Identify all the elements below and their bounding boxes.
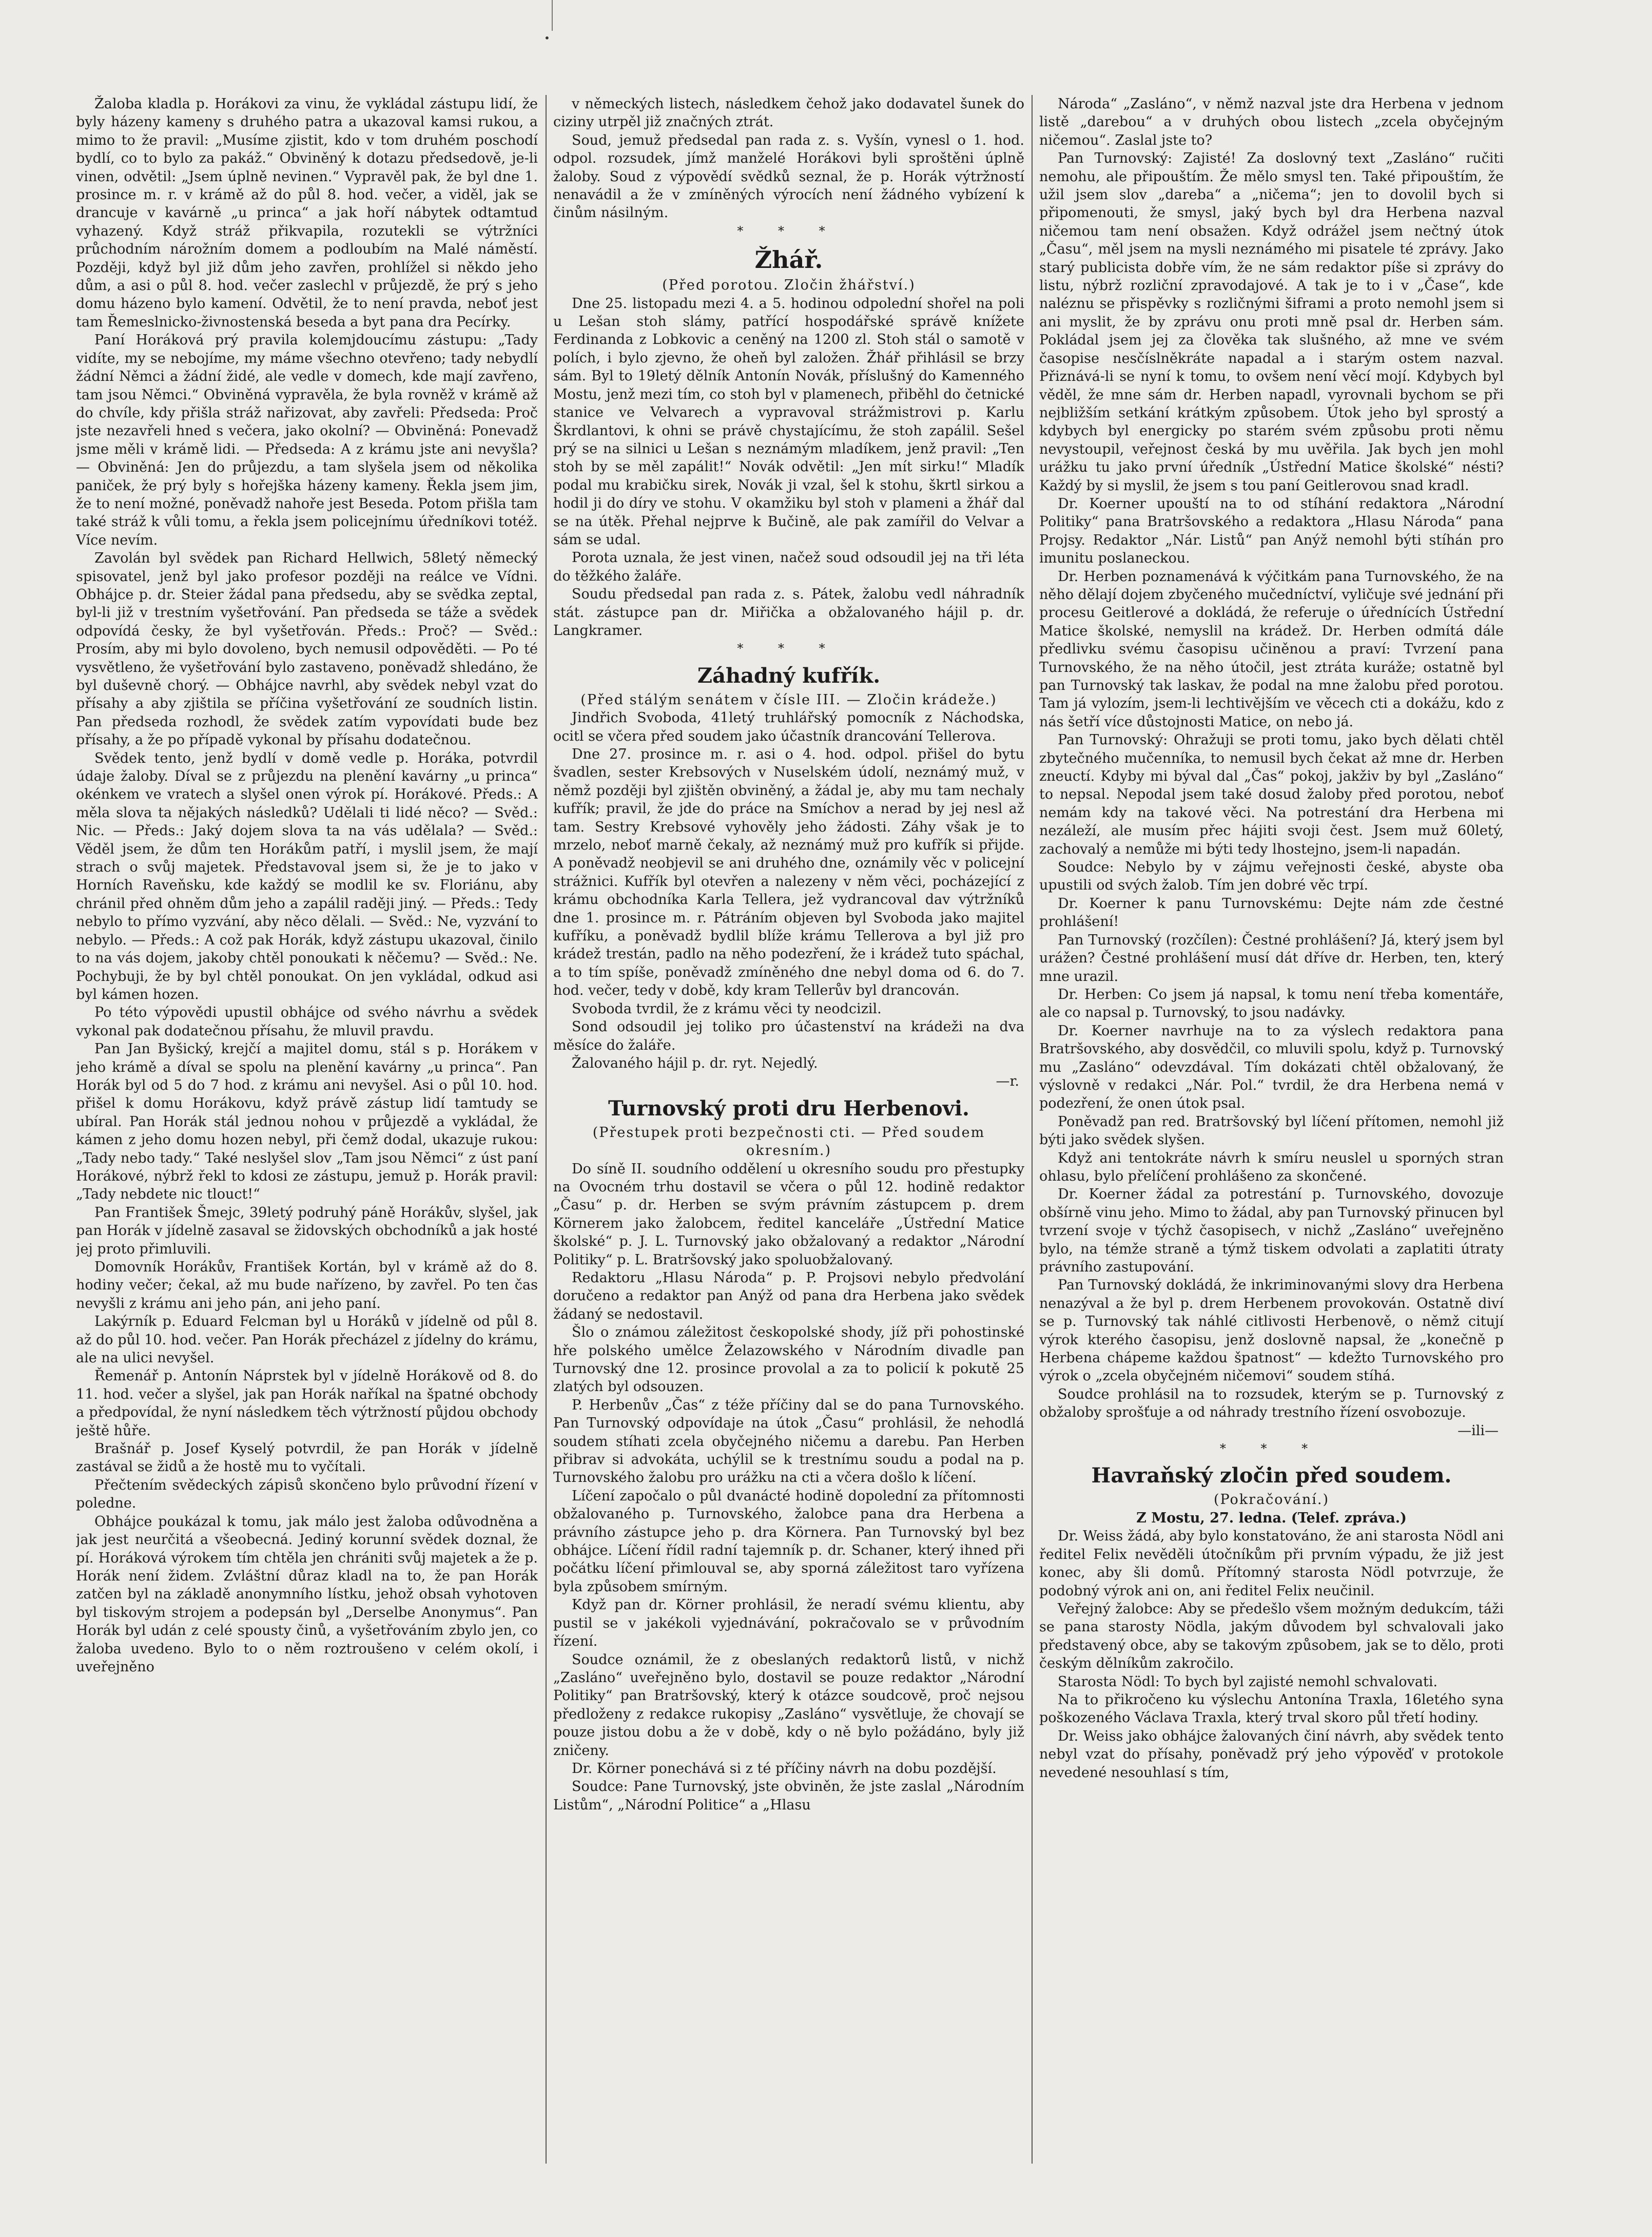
paragraph: Do síně II. soudního oddělení u okresního soudu pro přestupky na Ovocném trhu dostavil se včera o půl 12. hodině redaktor „Času“ p. dr. Herben se svým právním zástupcem p. drem Körnerem jako žalobcem, ředitel kanceláře „Ústřední Matice školské“ p. J. L. Turnovský jako obžalovaný a redaktor „Národní Politiky“ p. L. Bratršovský jako spoluobžalovaný. bbox=[553, 1161, 1024, 1268]
column-1 bbox=[76, 95, 538, 2164]
paragraph: Dr. Koerner navrhuje na to za výslech redaktora pana Bratršovského, aby dosvědčil, co mluvili spolu, když p. Turnovský mu „Zasláno“ odevzdával. Tím dokázati chtěl obžalovaný, že výslovně v redakci „Nár. Pol.“ tvrdil, že dra Herbena nemá v podezření, že onen útok psal. bbox=[1039, 1023, 1504, 1112]
article-title: Záhadný kufřík. bbox=[697, 663, 881, 688]
paragraph: Pan Turnovský dokládá, že inkriminovanými slovy dra Herbena nenazýval a že byl p. drem Herbenem provokován. Ostatně diví se p. Turnovský tak náhlé citlivosti Herbenově, o němž citují výrok kterého časopisu, jenž doslovně napsal, že „konečně p Herbena chápeme každou špatnost“ — kdežto Turnovského pro výrok o „zcela obyčejném ničemovi“ soudem stíhá. bbox=[1039, 1277, 1504, 1384]
section-separator: * * * bbox=[737, 223, 841, 238]
paragraph: Dne 27. prosince m. r. asi o 4. hod. odpol. přišel do bytu švadlen, sester Krebsových v Nuselském údolí, neznámý muž, v němž později byl zjištěn obviněný, a žádal je, aby mu tam nechaly kufřík; pravil, že jde do práce na Smíchov a nerad by jej nesl až tam. Sestry Krebsové vyhověly jeho žádosti. Záhy však je to mrzelo, neboť marně čekaly, až neznámý muž pro kufřík si přijde. A poněvadž neobjevil se ani druhého dne, oznámily věc v policejní strážnici. Kufřík byl otevřen a nalezeny v něm věci, pocházející z krámu obchodníka Karla Tellera, jež vydrancoval dav výtržníků dne 1. prosince m. r. Pátráním objeven byl Svoboda jako majitel kufříku, a poněvadž bydlil blíže krámu Tellerova a byl již pro krádež trestán, padlo na něho podezření, že i krádež tuto spáchal, a to tím spíše, poněvadž zmíněného dne nebyl doma od 6. do 7. hod. večer, tedy v době, kdy kram Tellerův byl drancován. bbox=[553, 746, 1024, 999]
article-subtitle: (Před stálým senátem v čísle III. — Zločin krádeže.) bbox=[580, 691, 997, 708]
paragraph: Brašnář p. Josef Kyselý potvrdil, že pan Horák v jídelně zastával se židů a že hostě mu to vyčítali. bbox=[76, 1441, 538, 1475]
dateline: Z Mostu, 27. ledna. (Telef. zpráva.) bbox=[1136, 1510, 1407, 1526]
paragraph: Na to přikročeno ku výslechu Antonína Traxla, 16letého syna poškozeného Václava Traxla, který trval skoro půl třetí hodiny. bbox=[1039, 1691, 1504, 1726]
paragraph: Svoboda tvrdil, že z krámu věci ty neodcizil. bbox=[572, 1000, 882, 1017]
paragraph: Dr. Koerner upouští na to od stíhání redaktora „Národní Politiky“ pana Bratršovského a redaktora „Hlasu Národa“ pana Projsy. Redaktor „Nár. Listů“ pan Anýž nemohl býti stíhán pro imunitu poslaneckou. bbox=[1039, 495, 1504, 567]
article-subtitle: (Pokračování.) bbox=[1213, 1492, 1330, 1508]
paragraph: Dr. Koerner k panu Turnovskému: Dejte nám zde čestné prohlášení! bbox=[1039, 895, 1504, 930]
paragraph: Dr. Herben: Co jsem já napsal, k tomu není třeba komentáře, ale co napsal p. Turnovský, to jsou nadávky. bbox=[1039, 986, 1504, 1021]
paragraph: Žaloba kladla p. Horákovi za vinu, že vykládal zástupu lidí, že byly házeny kameny s druhého patra a ukazoval kamsi rukou, a mimo to že pravil: „Musíme zjistit, kdo v tom druhém poschodí bydlí, co to bylo za pakáž.“ Obviněný k dotazu předsedově, je-li vinen, odvětil: „Jsem úplně nevinen.“ Vypravěl pak, že byl dne 1. prosince m. r. v krámě až do půl 8. hod. večer, a viděl, jak se drancuje v kavárně „u princa“ a jak hoří nábytek odtamtud vyhazený. Když stráž přikvapila, rozutekli se výtržníci průchodním nárožním domem a podloubím na Malé náměstí. Později, když byl již dům jeho zavřen, prohlížel si někdo jeho dům, a asi o půl 8. hod. večer zaslechl v průjezdě, že prý s jeho domu házeno bylo kamení. Odvětil, že to není pravda, neboť jest tam Řemeslnicko-živnostenská beseda a byt pana dra Pecírky. bbox=[76, 96, 538, 330]
article-subtitle: (Přestupek proti bezpečnosti cti. — Před soudem okresním.) bbox=[592, 1124, 985, 1159]
paragraph: Dr. Koerner žádal za potrestání p. Turnovského, dovozuje obšírně vinu jeho. Mimo to žádal, aby pan Turnovský přinucen byl tvrzení svoje v týchž časopisech, v nichž „Zasláno“ uveřejněno bylo, na témže straně a týmž tiskem odvolati a zaplatiti útraty právního zastupování. bbox=[1039, 1186, 1504, 1275]
paragraph: Soud, jemuž předsedal pan rada z. s. Vyšín, vynesl o 1. hod. odpol. rozsudek, jímž manželé Horákovi byli sproštěni úplně žaloby. Soud z výpovědí svědků seznal, že p. Horák výtržností nenavádil a že v zmíněných výrocích není žádného vybízení k činům násilným. bbox=[553, 132, 1024, 221]
paragraph: Obhájce poukázal k tomu, jak málo jest žaloba odůvodněna a jak jest neurčitá a všeobecná. Jediný korunní svědek doznal, že pí. Horáková výrokem tím chtěla jen chrániti svůj majetek a že p. Horák není židem. Zvláštní důraz kladl na to, že pan Horák zatčen byl na základě anonymního lístku, jehož obsah vyhotoven byl tiskovým strojem a podepsán byl „Derselbe Anonymus“. Pan Horák byl udán z celé spousty činů, a vyšetřováním zbylo jen, co žaloba uvedeno. Bylo to o něm roztroušeno v celém okolí, i uveřejněno bbox=[76, 1513, 538, 1675]
article-title: Havraňský zločin před soudem. bbox=[1091, 1463, 1452, 1488]
paragraph: P. Herbenův „Čas“ z téže příčiny dal se do pana Turnovského. Pan Turnovský odpovídaje na útok „Času“ prohlásil, že nehodlá soudem stíhati zcela obyčejného ničemu a darebu. Pan Herben přibrav si advokáta, uchýlil se k trestnímu soudu a podal na p. Turnovského žalobu pro urážku na cti a včera došlo k líčení. bbox=[553, 1397, 1024, 1486]
paragraph: Když ani tentokráte návrh k smíru neuslel u sporných stran ohlasu, bylo přelíčení prohlášeno za skončené. bbox=[1039, 1150, 1504, 1184]
paragraph: Sond odsoudil jej toliko pro účastenství na krádeži na dva měsíce do žaláře. bbox=[553, 1019, 1024, 1053]
paragraph: Soudce prohlásil na to rozsudek, kterým se p. Turnovský z obžaloby sprošťuje a od náhrady trestního řízení osvobozuje. bbox=[1039, 1386, 1504, 1421]
section-separator: * * * bbox=[1219, 1441, 1324, 1456]
paragraph: Soudce: Nebylo by v zájmu veřejnosti české, abyste oba upustili od svých žalob. Tím jen dobré věc trpí. bbox=[1039, 859, 1504, 894]
author-signature: —ili— bbox=[1457, 1422, 1499, 1439]
paragraph: Lakýrník p. Eduard Felcman byl u Horáků v jídelně od půl 8. až do půl 10. hod. večer. Pan Horák přecházel z jídelny do krámu, ale na ulici nevyšel. bbox=[76, 1314, 538, 1366]
paragraph: Redaktoru „Hlasu Národa“ p. P. Projsovi nebylo předvolání doručeno a redaktor pan Anýž od pana dra Herbena jako svědek žádaný se nedostavil. bbox=[553, 1269, 1024, 1322]
paragraph: Domovník Horákův, František Kortán, byl v krámě až do 8. hodiny večer; čekal, až mu bude nařízeno, by zavřel. Po ten čas nevyšli z krámu ani jeho pán, ani jeho paní. bbox=[76, 1259, 538, 1312]
paragraph: Pan Turnovský (rozčílen): Čestné prohlášení? Já, který jsem byl urážen? Čestné prohlášení musí dát dříve dr. Herben, ten, který mne urazil. bbox=[1039, 932, 1504, 985]
paragraph: Jindřich Svoboda, 41letý truhlářský pomocník z Náchodska, ocitl se včera před soudem jako účastník drancování Tellerova. bbox=[553, 710, 1024, 744]
paragraph: Po této výpovědi upustil obhájce od svého návrhu a svědek vykonal pak dodatečnou přísahu, že mluvil pravdu. bbox=[76, 1005, 538, 1039]
paragraph: Přečtením svědeckých zápisů skončeno bylo průvodní řízení v poledne. bbox=[76, 1477, 538, 1512]
top-mark: • bbox=[544, 32, 550, 44]
paragraph: Když pan dr. Körner prohlásil, že neradí svému klientu, aby pustil se v jakékoli vyjednávání, pokračovalo se v průvodním řízení. bbox=[553, 1597, 1024, 1650]
paragraph: Dr. Weiss jako obhájce žalovaných činí návrh, aby svědek tento nebyl vzat do přísahy, poněvadž prý jeho výpověď v protokole nevedené nesouhlasí s tím, bbox=[1039, 1728, 1504, 1781]
paragraph: Dr. Herben poznamenává k výčitkám pana Turnovského, že na něho dělají dojem zbyčeného mučedníctví, vyličuje své jednání při procesu Geitlerové a dokládá, že referuje o úřednících Ústřední Matice školské, nemyslil na krádež. Dr. Herben odmítá dále předlivku svému časopisu učiněnou a praví: Tvrzení pana Turnovského, že na něho útočil, jest ztráta kuráže; ostatně byl pan Turnovský tak laskav, že podal na mne žalobu před porotou. Tam já vylozím, jsem-li lechtivějším ve věcech cti a dokážu, kdo z nás šetří více důstojnosti Matice, on nebo já. bbox=[1039, 568, 1504, 730]
paragraph: Paní Horáková prý pravila kolemjdoucímu zástupu: „Tady vidíte, my se nebojíme, my máme všechno otevřeno; tady nebydlí žádní Němci a žádní židé, ale vedle v domech, kde mají zavřeno, tam jsou Němci.“ Obviněná vypravěla, že byla rovněž v krámě až do chvíle, kdy přišla stráž nařizovat, aby zavřeli: Předseda: Proč jste nezavřeli hned s večera, jako okolní? — Obviněná: Ponevadž jsme měli v krámě lidi. — Předseda: A z krámu jste ani nevyšla? — Obviněná: Jen do průjezdu, a tam slyšela jsem od několika paniček, že prý byly s hořejška házeny kameny. Řekla jsem jim, že to není možné, poněvadž nahoře jest Beseda. Potom přišla tam také stráž k vůli tomu, a řekla jsem policejnímu úředníkovi totéž. Více nevím. bbox=[76, 332, 538, 548]
author-signature: —r. bbox=[996, 1073, 1019, 1090]
paragraph: Veřejný žalobce: Aby se předešlo všem možným dedukcím, táži se pana starosty Nödla, jakým důvodem byl schvalovali jako představený obce, aby se takovým způsobem, jak se to dělo, proti českým dělníkům zakročilo. bbox=[1039, 1600, 1504, 1672]
paragraph: Pan Turnovský: Ohražuji se proti tomu, jako bych dělati chtěl zbytečného mučenníka, to nemusil bych čekat až mne dr. Herben zneuctí. Kdyby mi býval dal „Čas“ pokoj, jakživ by byl „Zasláno“ to nepsal. Nepodal jsem také dosud žaloby před porotou, neboť nemám kdy na takové věci. Na potrestání dra Herbena mi nezáleží, ale musím přec hájiti svoji čest. Jsem muž 60letý, zachovalý a nemůže mi býti tedy lhostejno, jsem-li napadán. bbox=[1039, 732, 1504, 857]
paragraph: Porota uznala, že jest vinen, načež soud odsoudil jej na tři léta do těžkého žaláře. bbox=[553, 550, 1024, 584]
column-2 bbox=[553, 95, 1024, 2164]
paragraph: v německých listech, následkem čehož jako dodavatel šunek do ciziny utrpěl již značných ztrát. bbox=[553, 96, 1024, 130]
paragraph: Dr. Weiss žádá, aby bylo konstatováno, že ani starosta Nödl ani ředitel Felix nevěděli útočníkům při prvním výpadu, že již jest konec, aby šli domů. Přítomný starosta Nödl potvrzuje, že podobný výrok ani on, ani ředitel Felix neučinil. bbox=[1039, 1528, 1504, 1599]
paragraph: Soudce: Pane Turnovský, jste obviněn, že jste zaslal „Národním Listům“, „Národní Politice“ a „Hlasu bbox=[553, 1779, 1024, 1813]
paragraph: Národa“ „Zasláno“, v němž nazval jste dra Herbena v jednom listě „darebou“ a v druhých obou listech „zcela obyčejným ničemou“. Zaslal jste to? bbox=[1039, 96, 1504, 148]
scan-scratch bbox=[552, 0, 553, 31]
paragraph: Poněvadž pan red. Bratršovský byl líčení přítomen, nemohl již býti jako svědek slyšen. bbox=[1039, 1113, 1504, 1148]
column-3 bbox=[1039, 95, 1504, 2164]
paragraph: Svědek tento, jenž bydlí v domě vedle p. Horáka, potvrdil údaje žaloby. Díval se z průjezdu na plenění kavárny „u princa“ okénkem ve vratech a slyšel onen výrok pí. Horákové. Předs.: A měla slova ta nějakých následků? Udělali ti lidé něco? — Svěd.: Nic. — Předs.: Jaký dojem slova ta na vás udělala? — Svěd.: Věděl jsem, že dům ten Horákům patří, i myslil jsem, že mají strach o svůj majetek. Představoval jsem si, že je to jako v Horních Raveňsku, kde každý se modlil ke sv. Floriánu, aby chránil před ohněm dům jeho a zapálil raději jiný. — Předs.: Tedy nebylo to přímo vyzvání, aby něco dělali. — Svěd.: Ne, vyzvání to nebylo. — Předs.: A což pak Horák, když zástupu ukazoval, činilo to na vás dojem, jakoby chtěl ponoukati k něčemu? — Svěd.: Ne. Pochybuji, že by byl chtěl ponoukat. On jen vykládal, odkud asi byl kámen hozen. bbox=[76, 750, 538, 1002]
paragraph: Zavolán byl svědek pan Richard Hellwich, 58letý německý spisovatel, jenž byl jako profesor později na reálce ve Vídni. Obhájce p. dr. Steier žádal pana předsedu, aby se svědka zeptal, byl-li již v trestním vyšetřování. Pan předseda se táže a svědek odpovídá česky, že byl vyšetřován. Předs.: Proč? — Svěd.: Prosím, aby mi bylo dovoleno, bych nemusil odpověděti. — Po té vysvětleno, že vyšetřování bylo zastaveno, poněvadž shledáno, že byl duševně chorý. — Obhájce navrhl, aby svědek nebyl vzat do přísahy a aby zjištila se příčina vyšetřování ze soudních listin. Pan předseda rozhodl, že svědek zatím vypovídati bude bez přísahy, a že po případě vykonal by přísahu dodatečnou. bbox=[76, 550, 538, 748]
section-separator: * * * bbox=[737, 641, 841, 656]
article-subtitle: (Před porotou. Zločin žhářství.) bbox=[662, 277, 916, 294]
paragraph: Soudce oznámil, že z obeslaných redaktorů listů, v nichž „Zasláno“ uveřejněno bylo, dostavil se pouze redaktor „Národní Politiky“ pan Bratršovský, který k otázce soudcově, proč nejsou předloženy z redakce rukopisy „Zasláno“ vysvětluje, že chovají se pouze jistou dobu a že v době, kdy o ně bylo požádáno, byly již zničeny. bbox=[553, 1651, 1024, 1759]
paragraph: Pan Turnovský: Zajisté! Za doslovný text „Zasláno“ ručiti nemohu, ale připouštím. Že mělo smysl ten. Také připouštím, že užil jsem slov „dareba“ a „ničema“; jen to dovolil bych si připomenouti, že smysl, jaký bych byl dra Herbena nazval ničemou tam není obsažen. Když odrážel jsem nečtný útok „Času“, měl jsem na mysli neznámého mi pisatele té zprávy. Jako starý publicista dobře vím, že ne sám redaktor píše si zprávy do listu, nýbrž rozliční zpravodajové. A tak je to i v „Čase“, kde naléznu se přispěvky s rozličnými šiframi a proto nemohl jsem si ani myslit, že by zprávu onu proti mně psal dr. Herben sám. Pokládal jsem jej za člověka tak slušného, až mne ve svém časopise nesčíslněkráte napadal a i starým ostem nazval. Přiznává-li se nyní k tomu, to ovšem není věcí mojí. Kdybych byl věděl, že mne sám dr. Herben napadl, vyrovnali bychom se při nejbližším setkání krátkým způsobem. Útok jeho byl sprostý a kdybych byl energicky po starém svém způsobu proti němu nevystoupil, veřejnost česká by mu uvěřila. Jak bych jen mohl urážku tu jako první úředník „Ústřední Matice školské“ nésti? Každý by si myslil, že jsem s tou paní Geitlerovou snad kradl. bbox=[1039, 150, 1504, 494]
article-title: Žhář. bbox=[754, 246, 823, 274]
paragraph: Pan Jan Byšický, krejčí a majitel domu, stál s p. Horákem v jeho krámě a díval se spolu na plenění kavárny „u princa“. Pan Horák byl od 5 do 7 hod. z krámu ani nevyšel. Asi o půl 10. hod. přišel k domu Horákovu, když právě zástup lidí tamtudy se ubíral. Pan Horák stál jednou nohou v průjezdě a vykládal, že kámen z jeho domu hozen nebyl, při čemž dodal, ukazuje rukou: „Tady nebo tady.“ Také neslyšel slov „Tam jsou Němci“ z úst paní Horákové, nýbrž řekl to kdosi ze zástupu, jemuž p. Horák pravil: „Tady nebdete nic tlouct!“ bbox=[76, 1041, 538, 1203]
paragraph: Dne 25. listopadu mezi 4. a 5. hodinou odpolední shořel na poli u Lešan stoh slámy, patřící hospodářské správě knížete Ferdinanda z Lobkovic a ceněný na 1200 zl. Stoh stál o samotě v polích, i bylo zjevno, že oheň byl založen. Žhář přihlásil se brzy sám. Byl to 19letý dělník Antonín Novák, příslušný do Kamenného Mostu, jenž mezi tím, co stoh byl v plamenech, přiběhl do četnické stanice ve Velvarech a vypravoval strážmistrovi p. Karlu Škrdlantovi, k ohni se právě chystajícímu, že stoh zapálil. Sešel prý se na silnici u Lešan s neznámým mladíkem, jenž pravil: „Ten stoh by se měl zapálit!“ Novák odvětil: „Jen mít sirku!“ Mladík podal mu krabičku sirek, Novák ji vzal, šel k stohu, škrtl sirkou a hodil ji do díry ve stohu. V okamžiku byl stoh v plameni a žhář dal se na útěk. Přehal nejprve k Bučině, ale pak zamířil do Velvar a sám se udal. bbox=[553, 295, 1024, 548]
paragraph: Šlo o známou záležitost českopolské shody, jíž při pohostinské hře polského umělce Želazowského v Národním divadle pan Turnovský dne 12. prosince provolal a za to policií k pokutě 25 zlatých byl odsouzen. bbox=[553, 1324, 1024, 1395]
article-title: Turnovský proti dru Herbenovi. bbox=[608, 1096, 969, 1121]
paragraph: Starosta Nödl: To bych byl zajisté nemohl schvalovati. bbox=[1058, 1673, 1438, 1690]
paragraph: Dr. Körner ponechává si z té příčiny návrh na dobu pozdější. bbox=[572, 1760, 997, 1777]
paragraph: Soudu předsedal pan rada z. s. Pátek, žalobu vedl náhradník stát. zástupce pan dr. Miřička a obžalovaného hájil p. dr. Langkramer. bbox=[553, 586, 1024, 639]
paragraph: Žalovaného hájil p. dr. ryt. Nejedlý. bbox=[572, 1055, 818, 1071]
paragraph: Líčení započalo o půl dvanácté hodině dopolední za přítomnosti obžalovaného p. Turnovského, žalobce pana dra Herbena a právního zástupce jeho p. dra Körnera. Pan Turnovský byl bez obhájce. Líčení řídil radní tajemník p. dr. Schaner, který ihned při počátku líčení přimlouval se, aby sporná záležitost taro vyřízena byla způsobem smírným. bbox=[553, 1488, 1024, 1595]
paragraph: Řemenář p. Antonín Náprstek byl v jídelně Horákově od 8. do 11. hod. večer a slyšel, jak pan Horák naříkal na špatné obchody a předpovídal, že nyní následkem těch výtržností půjdou obchody ještě hůře. bbox=[76, 1368, 538, 1439]
column-divider bbox=[546, 95, 547, 2164]
column-divider bbox=[1032, 95, 1033, 2164]
paragraph: Pan František Šmejc, 39letý podruhý páně Horákův, slyšel, jak pan Horák v jídelně zasaval se židovských obchodníků a jak hosté jej proto přimluvili. bbox=[76, 1204, 538, 1257]
